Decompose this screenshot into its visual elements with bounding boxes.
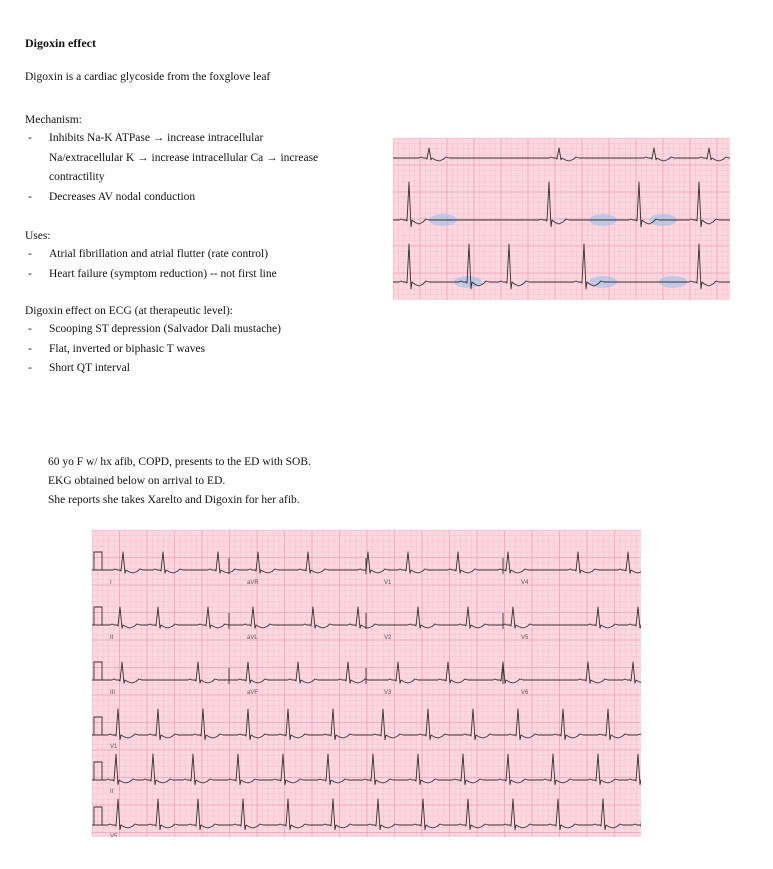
uses-list — [28, 245, 277, 284]
page-title: Digoxin effect — [25, 36, 96, 50]
case-line-1: 60 yo F w/ hx afib, COPD, presents to the ED with SOB. — [48, 456, 311, 468]
list-item-continuation: contractility — [49, 171, 105, 183]
mechanism-heading: Mechanism: — [25, 114, 82, 126]
calibration-pulse — [94, 717, 102, 735]
lead-label: V5 — [521, 635, 529, 641]
lead-label: V4 — [521, 580, 529, 586]
calibration-pulse — [94, 552, 102, 570]
lead-label: aVL — [247, 635, 258, 641]
list-item: - Scooping ST depression (Salvador Dali mustache) — [28, 320, 281, 340]
lead-label: V1 — [384, 580, 392, 586]
ecg-trace — [393, 148, 730, 161]
example-ecg-strip — [393, 138, 730, 300]
rhythm-lead-label: V1 — [110, 744, 118, 750]
lead-label: I — [110, 580, 112, 586]
calibration-pulse — [94, 662, 102, 680]
list-item: - Short QT interval — [28, 359, 281, 379]
lead-label: aVF — [247, 690, 259, 696]
lead-label: II — [110, 635, 114, 641]
uses-heading: Uses: — [25, 230, 51, 242]
intro-text: Digoxin is a cardiac glycoside from the foxglove leaf — [25, 71, 271, 83]
rhythm-lead-label: V5 — [110, 834, 118, 837]
mechanism-list — [28, 129, 318, 207]
ecg-trace — [393, 244, 730, 289]
list-item: - Heart failure (symptom reduction) -- not first line — [28, 265, 277, 285]
list-item: - Decreases AV nodal conduction — [28, 188, 318, 208]
ecg-effect-list — [28, 320, 281, 379]
lead-label: aVR — [247, 580, 259, 586]
lead-label: III — [110, 690, 116, 696]
list-item: - Flat, inverted or biphasic T waves — [28, 340, 281, 360]
case-line-2: EKG obtained below on arrival to ED. — [48, 475, 226, 487]
ecg-effect-heading: Digoxin effect on ECG (at therapeutic level): — [25, 305, 233, 317]
list-item-continuation: Na/extracellular K → increase intracellular Ca → increase — [49, 151, 319, 164]
list-item: - Inhibits Na-K ATPase → increase intracellular — [28, 129, 318, 149]
list-item: - Atrial fibrillation and atrial flutter (rate control) — [28, 245, 277, 265]
ecg-trace — [393, 182, 730, 227]
rhythm-lead-label: II — [110, 789, 114, 795]
lead-label: V3 — [384, 690, 392, 696]
lead-label: V6 — [521, 690, 529, 696]
example-ecg-svg — [393, 138, 730, 300]
case-line-3: She reports she takes Xarelto and Digoxin for her afib. — [48, 494, 300, 506]
twelve-lead-ecg — [92, 530, 641, 837]
lead-label: V2 — [384, 635, 392, 641]
calibration-pulse — [94, 607, 102, 625]
ecg-grid — [92, 530, 641, 837]
twelve-lead-ecg-svg — [92, 530, 641, 837]
